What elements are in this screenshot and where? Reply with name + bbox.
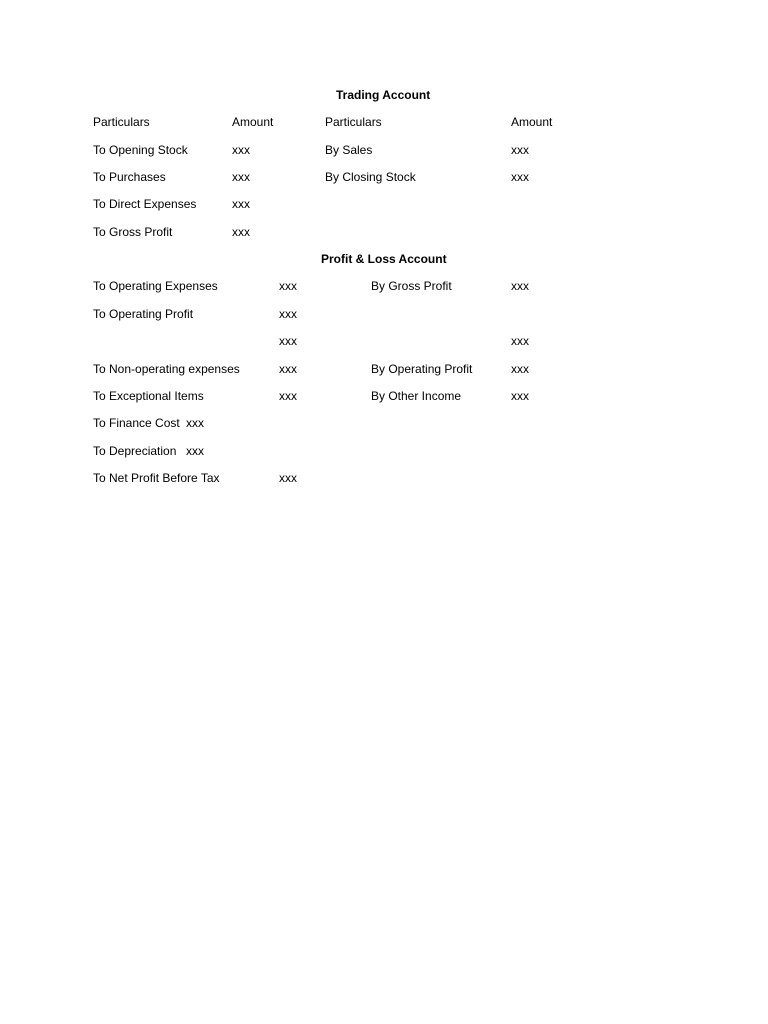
pnl-row-left-amount: xxx <box>279 362 297 376</box>
pnl-row-left-label: To Net Profit Before Tax <box>93 471 220 485</box>
trading-row-left-amount: xxx <box>232 225 250 239</box>
trading-header-right-amount: Amount <box>511 115 553 129</box>
trading-header-left-amount: Amount <box>232 115 274 129</box>
pnl-row-right-label: By Operating Profit <box>371 362 473 376</box>
trading-row-left-label: To Gross Profit <box>93 225 173 239</box>
trading-account-title: Trading Account <box>336 88 431 102</box>
pnl-row-right-amount: xxx <box>511 279 529 293</box>
trading-row-left-label: To Direct Expenses <box>93 197 197 211</box>
pnl-row-left-label: To Non-operating expenses <box>93 362 240 376</box>
trading-row-right-amount: xxx <box>511 143 529 157</box>
pnl-row-left-amount: xxx <box>186 444 204 458</box>
trading-row-right-label: By Sales <box>325 143 373 157</box>
trading-row-left-amount: xxx <box>232 170 250 184</box>
trading-header-left-particulars: Particulars <box>93 115 150 129</box>
pnl-row-right-amount: xxx <box>511 362 529 376</box>
pnl-row-left-label: To Depreciation <box>93 444 177 458</box>
trading-header-right-particulars: Particulars <box>325 115 382 129</box>
pnl-row-left-amount: xxx <box>186 416 204 430</box>
trading-row-left-amount: xxx <box>232 143 250 157</box>
pnl-account-title: Profit & Loss Account <box>321 252 447 266</box>
pnl-row-left-amount: xxx <box>279 334 297 348</box>
pnl-row-left-label: To Operating Profit <box>93 307 194 321</box>
pnl-row-left-label: To Exceptional Items <box>93 389 204 403</box>
trading-row-left-label: To Purchases <box>93 170 166 184</box>
pnl-row-left-amount: xxx <box>279 471 297 485</box>
trading-row-right-amount: xxx <box>511 170 529 184</box>
pnl-row-right-amount: xxx <box>511 334 529 348</box>
pnl-row-left-label: To Operating Expenses <box>93 279 218 293</box>
pnl-row-left-label: To Finance Cost <box>93 416 180 430</box>
pnl-row-right-label: By Gross Profit <box>371 279 452 293</box>
trading-row-right-label: By Closing Stock <box>325 170 416 184</box>
trading-row-left-label: To Opening Stock <box>93 143 188 157</box>
pnl-row-right-amount: xxx <box>511 389 529 403</box>
pnl-row-left-amount: xxx <box>279 279 297 293</box>
pnl-row-right-label: By Other Income <box>371 389 462 403</box>
pnl-row-left-amount: xxx <box>279 307 297 321</box>
trading-row-left-amount: xxx <box>232 197 250 211</box>
pnl-row-left-amount: xxx <box>279 389 297 403</box>
